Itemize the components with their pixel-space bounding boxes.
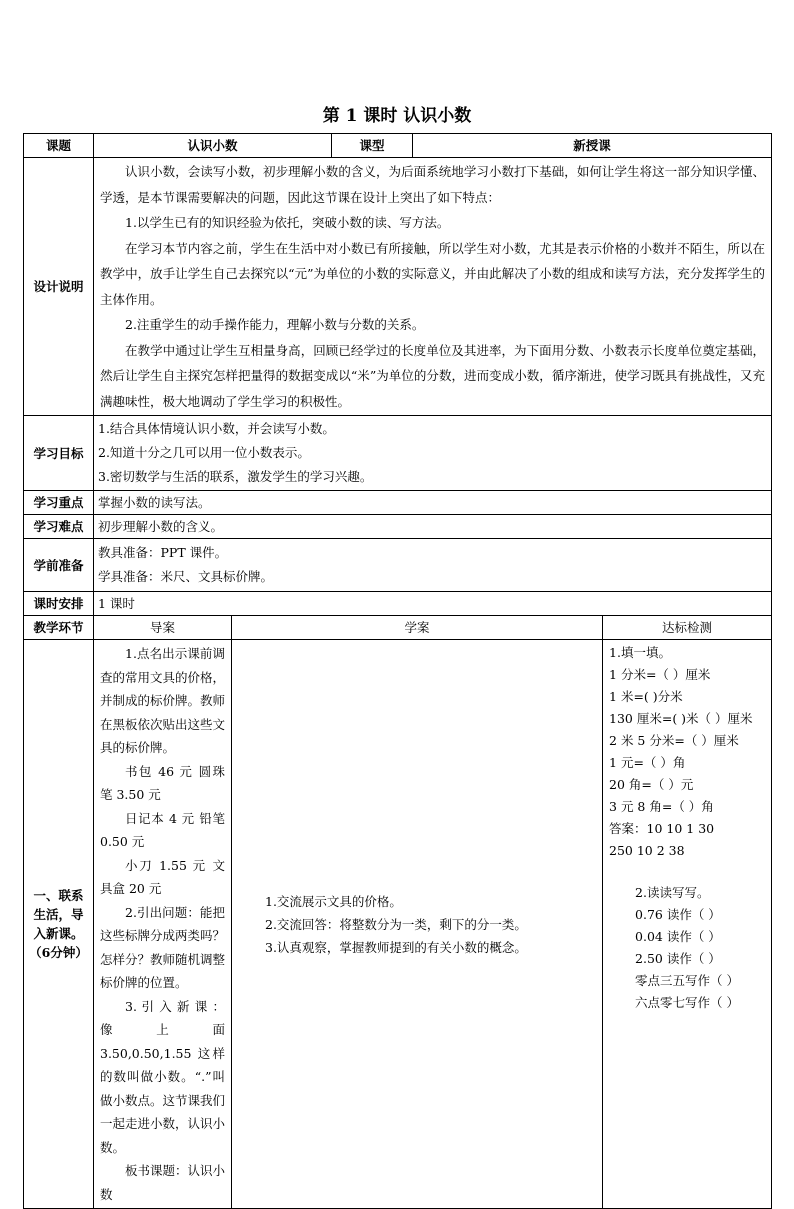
study-header: 学案 <box>232 616 603 640</box>
check-item: 零点三五写作（ ） <box>635 973 739 988</box>
guide-item: 板书课题：认识小数 <box>100 1163 226 1202</box>
difficulty-row <box>24 515 772 539</box>
design-content <box>94 158 772 416</box>
guide-item: 3. 引 入 新 课 ： 像 上 面 3.50,0.50,1.55 这样的数叫做小数。“.”叫做小数点。这节课我们一起走进小数，认识小数。 <box>100 998 226 1155</box>
design-paragraph: 1.以学生已有的知识经验为依托，突破小数的读、写方法。 <box>125 215 450 230</box>
guide-item: 小刀 1.55 元 文具盒 20 元 <box>100 857 225 896</box>
design-row <box>24 158 772 416</box>
difficulty-label: 学习难点 <box>24 515 94 539</box>
design-paragraph: 在教学中通过让学生互相量身高，回顾已经学过的长度单位及其进率，为下面用分数、小数表示长度单位奠定基础，然后让学生自主探究怎样把量得的数据变成以“米”为单位的分数，进而变成小数，循序渐进，使学习既具有挑战性，又充满趣味性，极大地调动了学生学习的积极性。 <box>100 342 766 409</box>
goals-row <box>24 416 772 491</box>
check-item: 0.04 读作（ ） <box>635 929 721 944</box>
topic-value: 认识小数 <box>94 134 332 158</box>
stage-one-check <box>603 640 772 1209</box>
goal-item: 2.知道十分之几可以用一位小数表示。 <box>98 445 310 460</box>
type-value: 新授课 <box>413 134 772 158</box>
preparation-item: 教具准备：PPT 课件。 <box>98 545 228 560</box>
type-label: 课型 <box>332 134 413 158</box>
guide-item: 2.引出问题：能把这些标牌分成两类吗？怎样分？教师随机调整标价牌的位置。 <box>100 904 226 990</box>
design-paragraph: 在学习本节内容之前，学生在生活中对小数已有所接触，所以学生对小数，尤其是表示价格的小数并不陌生，所以在教学中，放手让学生自己去探究以“元”为单位的小数的实际意义，并由此解决了小数的组成和读写方法，充分发挥学生的主体作用。 <box>100 240 766 307</box>
check-item: 0.76 读作（ ） <box>635 907 721 922</box>
check-item: 130 厘米=( )米（ ）厘米 <box>609 711 753 726</box>
guide-item: 日记本 4 元 铅笔 0.50 元 <box>100 810 225 849</box>
goals-content <box>94 416 772 491</box>
check-answer: 250 10 2 38 <box>609 843 685 858</box>
topic-label: 课题 <box>24 134 94 158</box>
check-item: 3 元 8 角=（ ）角 <box>609 799 714 814</box>
schedule-row <box>24 592 772 616</box>
topic-row <box>24 134 772 158</box>
preparation-item: 学具准备：米尺、文具标价牌。 <box>98 569 274 584</box>
stage-one-study <box>232 640 603 1209</box>
stage-one-row <box>24 640 772 1209</box>
goal-item: 3.密切数学与生活的联系，激发学生的学习兴趣。 <box>98 469 373 484</box>
schedule-value: 1 课时 <box>94 592 772 616</box>
stage-one-guide <box>94 640 232 1209</box>
guide-item: 书包 46 元 圆珠笔 3.50 元 <box>100 763 225 802</box>
preparation-row <box>24 539 772 592</box>
key-point-label: 学习重点 <box>24 491 94 515</box>
page-title: 第 1 课时 认识小数 <box>322 106 472 126</box>
check-item: 20 角=（ ）元 <box>609 777 694 792</box>
check-header: 达标检测 <box>603 616 772 640</box>
schedule-label: 课时安排 <box>24 592 94 616</box>
check-item: 1 分米=（ ）厘米 <box>609 667 711 682</box>
study-item: 2.交流回答：将整数分为一类，剩下的分一类。 <box>265 916 527 932</box>
study-item: 1.交流展示文具的价格。 <box>265 893 402 909</box>
study-item: 3.认真观察，掌握教师提到的有关小数的概念。 <box>265 939 527 955</box>
stage-label-line: 一、联系 <box>33 888 84 903</box>
stage-label-line: 入新课。 <box>33 926 84 941</box>
stage-label-line: （6分钟） <box>29 945 88 960</box>
key-point-row <box>24 491 772 515</box>
check-item: 六点零七写作（ ） <box>635 995 739 1010</box>
check-item: 2 米 5 分米=（ ）厘米 <box>609 733 739 748</box>
preparation-label: 学前准备 <box>24 539 94 592</box>
design-paragraph: 2.注重学生的动手操作能力，理解小数与分数的关系。 <box>125 317 425 332</box>
goal-item: 1.结合具体情境认识小数，并会读写小数。 <box>98 421 335 436</box>
goals-label: 学习目标 <box>24 416 94 491</box>
check-item: 2.读读写写。 <box>635 885 710 900</box>
guide-item: 1.点名出示课前调查的常用文具的价格，并制成的标价牌。教师在黑板依次贴出这些文具的标价牌。 <box>100 646 226 755</box>
design-paragraph: 认识小数，会读写小数，初步理解小数的含义，为后面系统地学习小数打下基础，如何让学生将这一部分知识学懂、学透，是本节课需要解决的问题，因此这节课在设计上突出了如下特点： <box>100 164 766 205</box>
stage-one-label <box>24 640 94 1209</box>
process-header-row <box>24 616 772 640</box>
stage-label-line: 生活，导 <box>33 907 84 922</box>
check-item: 1 元=（ ）角 <box>609 755 686 770</box>
guide-header: 导案 <box>94 616 232 640</box>
lesson-plan-table <box>23 133 772 1209</box>
key-point-value: 掌握小数的读写法。 <box>94 491 772 515</box>
check-item: 1 米=( )分米 <box>609 689 683 704</box>
design-label: 设计说明 <box>24 158 94 416</box>
check-answer: 答案：10 10 1 30 <box>609 821 715 836</box>
preparation-content <box>94 539 772 592</box>
check-item: 2.50 读作（ ） <box>635 951 721 966</box>
check-item: 1.填一填。 <box>609 645 671 660</box>
stage-header: 教学环节 <box>24 616 94 640</box>
difficulty-value: 初步理解小数的含义。 <box>94 515 772 539</box>
